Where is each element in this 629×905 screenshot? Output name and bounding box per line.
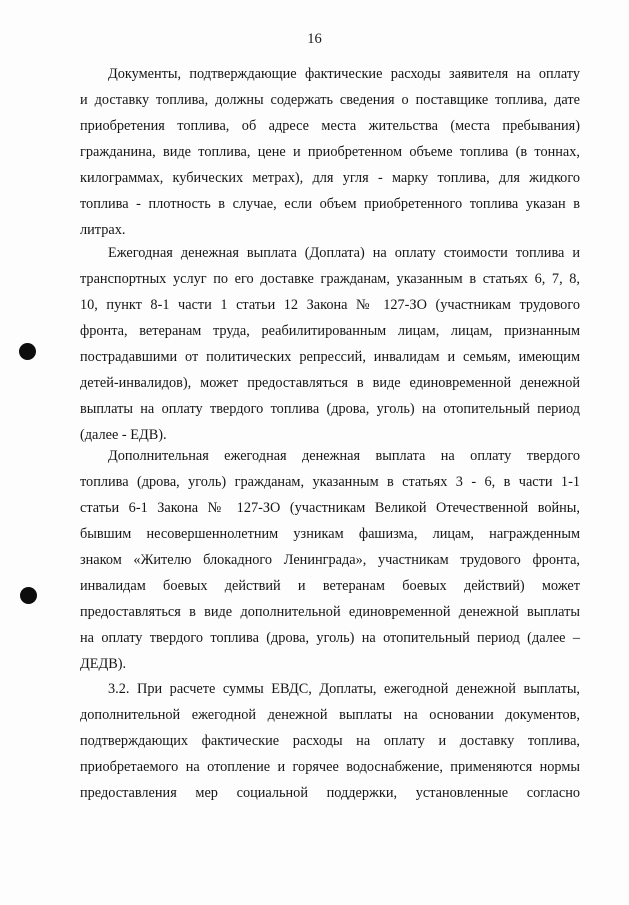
text-line: приобретения топлива, об адресе места жительства (места пребывания) — [80, 118, 580, 134]
text-line: знаком «Жителю блокадного Ленинграда», участникам трудового фронта, — [80, 552, 580, 568]
text-line: предоставления мер социальной поддержки, установленные согласно — [80, 785, 580, 801]
page-number: 16 — [307, 31, 322, 47]
text-line: подтверждающих фактические расходы на оплату и доставку топлива, — [80, 733, 580, 749]
text-line: инвалидам боевых действий и ветеранам боевых действий) может — [80, 578, 580, 594]
text-line: фронта, ветеранам труда, реабилитированным лицам, лицам, признанным — [80, 323, 580, 339]
paragraph-annual-payment — [80, 240, 580, 448]
binder-hole-mark — [19, 343, 36, 360]
text-line: 10, пункт 8-1 части 1 статьи 12 Закона № 127-ЗО (участникам трудового — [80, 297, 580, 313]
text-line: Документы, подтверждающие фактические расходы заявителя на оплату — [108, 66, 580, 82]
text-line: гражданина, виде топлива, цене и приобретенном объеме топлива (в тоннах, — [80, 144, 580, 160]
text-line: и доставку топлива, должны содержать сведения о поставщике топлива, дате — [80, 92, 580, 108]
text-line: Ежегодная денежная выплата (Доплата) на оплату стоимости топлива и — [108, 245, 580, 261]
text-line: (далее - ЕДВ). — [80, 427, 167, 443]
text-line: детей-инвалидов), может предоставляться в виде единовременной денежной — [80, 375, 580, 391]
text-line: Дополнительная ежегодная денежная выплата на оплату твердого — [108, 448, 580, 464]
text-line: приобретаемого на отопление и горячее водоснабжение, применяются нормы — [80, 759, 580, 775]
binder-hole-mark — [20, 587, 37, 604]
text-line: топлива - плотность в случае, если объем приобретенного топлива указан в — [80, 196, 580, 212]
text-line: топлива (дрова, уголь) гражданам, указанным в статьях 3 - 6, в части 1-1 — [80, 474, 580, 490]
text-line: предоставляться в виде дополнительной единовременной денежной выплаты — [80, 604, 580, 620]
text-line: ДЕДВ). — [80, 656, 127, 672]
text-line: литрах. — [80, 222, 126, 238]
text-line: 3.2. При расчете суммы ЕВДС, Доплаты, ежегодной денежной выплаты, — [108, 681, 580, 697]
text-line: выплаты на оплату твердого топлива (дрова, уголь) на отопительный период — [80, 401, 580, 417]
text-line: статьи 6-1 Закона № 127-ЗО (участникам Великой Отечественной войны, — [80, 500, 580, 516]
text-line: килограммах, кубических метрах), для угля - марку топлива, для жидкого — [80, 170, 580, 186]
text-line: транспортных услуг по его доставке гражданам, указанным в статьях 6, 7, 8, — [80, 271, 580, 287]
text-line: пострадавшими от политических репрессий, инвалидам и семьям, имеющим — [80, 349, 580, 365]
text-line: дополнительной ежегодной денежной выплаты на основании документов, — [80, 707, 580, 723]
paragraph-fuel-documents — [80, 61, 580, 243]
text-line: бывшим несовершеннолетним узникам фашизма, лицам, награжденным — [80, 526, 580, 542]
text-line: на оплату твердого топлива (дрова, уголь) на отопительный период (далее – — [80, 630, 580, 646]
paragraph-additional-payment — [80, 443, 580, 677]
paragraph-calculation-norms — [80, 676, 580, 806]
